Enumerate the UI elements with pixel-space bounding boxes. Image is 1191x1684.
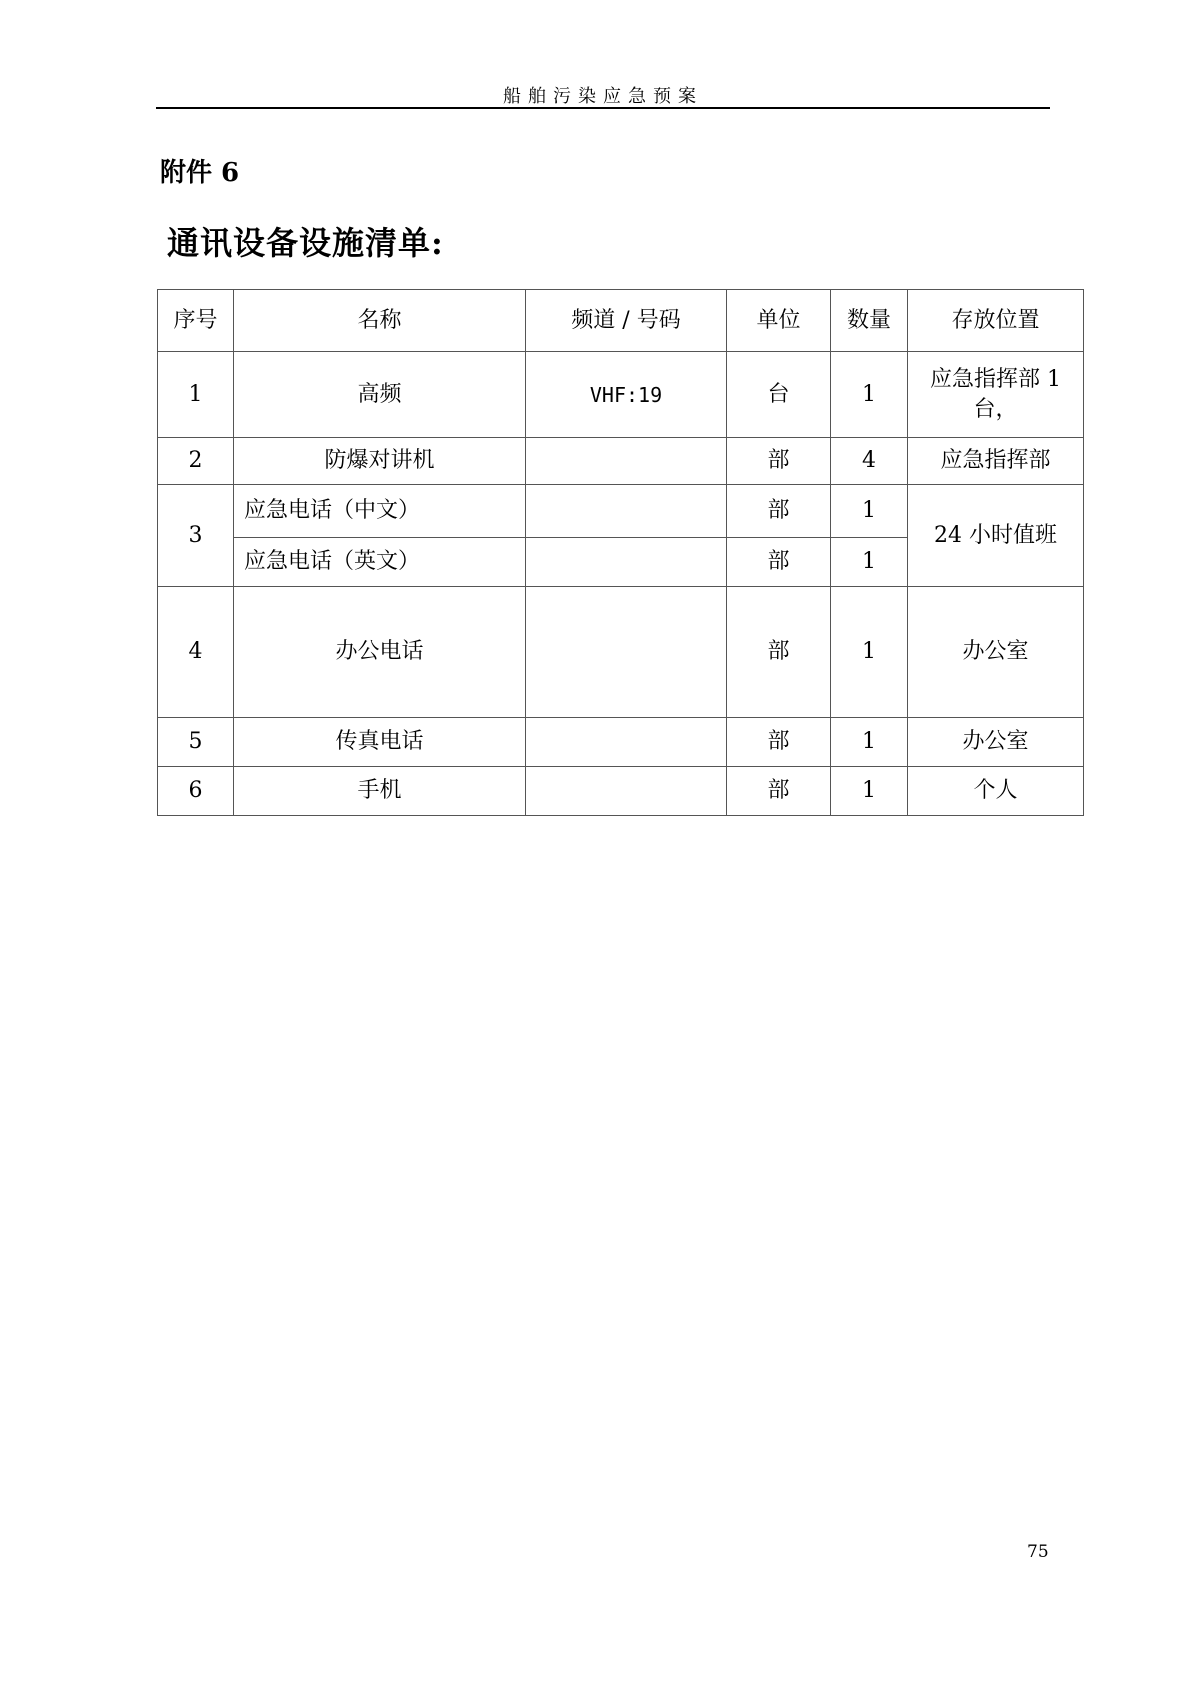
equipment-name: 应急电话（中文） bbox=[234, 485, 526, 538]
page-number: 75 bbox=[1027, 1542, 1049, 1562]
column-header: 频道 / 号码 bbox=[526, 290, 727, 352]
row-number: 5 bbox=[158, 718, 234, 767]
table-row bbox=[158, 352, 1084, 438]
row-number: 3 bbox=[158, 485, 234, 587]
storage-location: 应急指挥部 1 台， bbox=[908, 352, 1084, 438]
column-header: 单位 bbox=[727, 290, 831, 352]
unit: 部 bbox=[727, 538, 831, 587]
storage-location: 24 小时值班 bbox=[908, 485, 1084, 587]
running-header: 船舶污染应急预案 bbox=[503, 86, 703, 107]
equipment-table bbox=[157, 289, 1084, 816]
storage-location: 个人 bbox=[908, 767, 1084, 816]
unit: 部 bbox=[727, 718, 831, 767]
column-header: 数量 bbox=[831, 290, 908, 352]
equipment-name: 应急电话（英文） bbox=[234, 538, 526, 587]
equipment-name: 高频 bbox=[234, 352, 526, 438]
channel-number bbox=[526, 767, 727, 816]
page-title: 通讯设备设施清单: bbox=[167, 224, 444, 262]
storage-location: 办公室 bbox=[908, 587, 1084, 718]
table-row bbox=[158, 438, 1084, 485]
channel-number bbox=[526, 438, 727, 485]
equipment-name: 防爆对讲机 bbox=[234, 438, 526, 485]
quantity: 1 bbox=[831, 718, 908, 767]
row-number: 1 bbox=[158, 352, 234, 438]
unit: 台 bbox=[727, 352, 831, 438]
storage-location: 应急指挥部 bbox=[908, 438, 1084, 485]
channel-number bbox=[526, 538, 727, 587]
row-number: 6 bbox=[158, 767, 234, 816]
quantity: 1 bbox=[831, 485, 908, 538]
quantity: 1 bbox=[831, 352, 908, 438]
header-divider bbox=[156, 107, 1050, 109]
channel-number: VHF:19 bbox=[526, 352, 727, 438]
unit: 部 bbox=[727, 767, 831, 816]
table-header-row bbox=[158, 290, 1084, 352]
attachment-label: 附件 6 bbox=[160, 158, 240, 188]
quantity: 4 bbox=[831, 438, 908, 485]
column-header: 名称 bbox=[234, 290, 526, 352]
channel-number bbox=[526, 718, 727, 767]
column-header: 存放位置 bbox=[908, 290, 1084, 352]
table-row bbox=[158, 718, 1084, 767]
channel-number bbox=[526, 587, 727, 718]
unit: 部 bbox=[727, 485, 831, 538]
row-number: 4 bbox=[158, 587, 234, 718]
equipment-name: 手机 bbox=[234, 767, 526, 816]
quantity: 1 bbox=[831, 587, 908, 718]
equipment-name: 办公电话 bbox=[234, 587, 526, 718]
channel-number bbox=[526, 485, 727, 538]
quantity: 1 bbox=[831, 767, 908, 816]
unit: 部 bbox=[727, 438, 831, 485]
column-header: 序号 bbox=[158, 290, 234, 352]
table-row bbox=[158, 485, 1084, 538]
unit: 部 bbox=[727, 587, 831, 718]
storage-location: 办公室 bbox=[908, 718, 1084, 767]
table-row bbox=[158, 587, 1084, 718]
quantity: 1 bbox=[831, 538, 908, 587]
table-row bbox=[158, 767, 1084, 816]
row-number: 2 bbox=[158, 438, 234, 485]
equipment-name: 传真电话 bbox=[234, 718, 526, 767]
